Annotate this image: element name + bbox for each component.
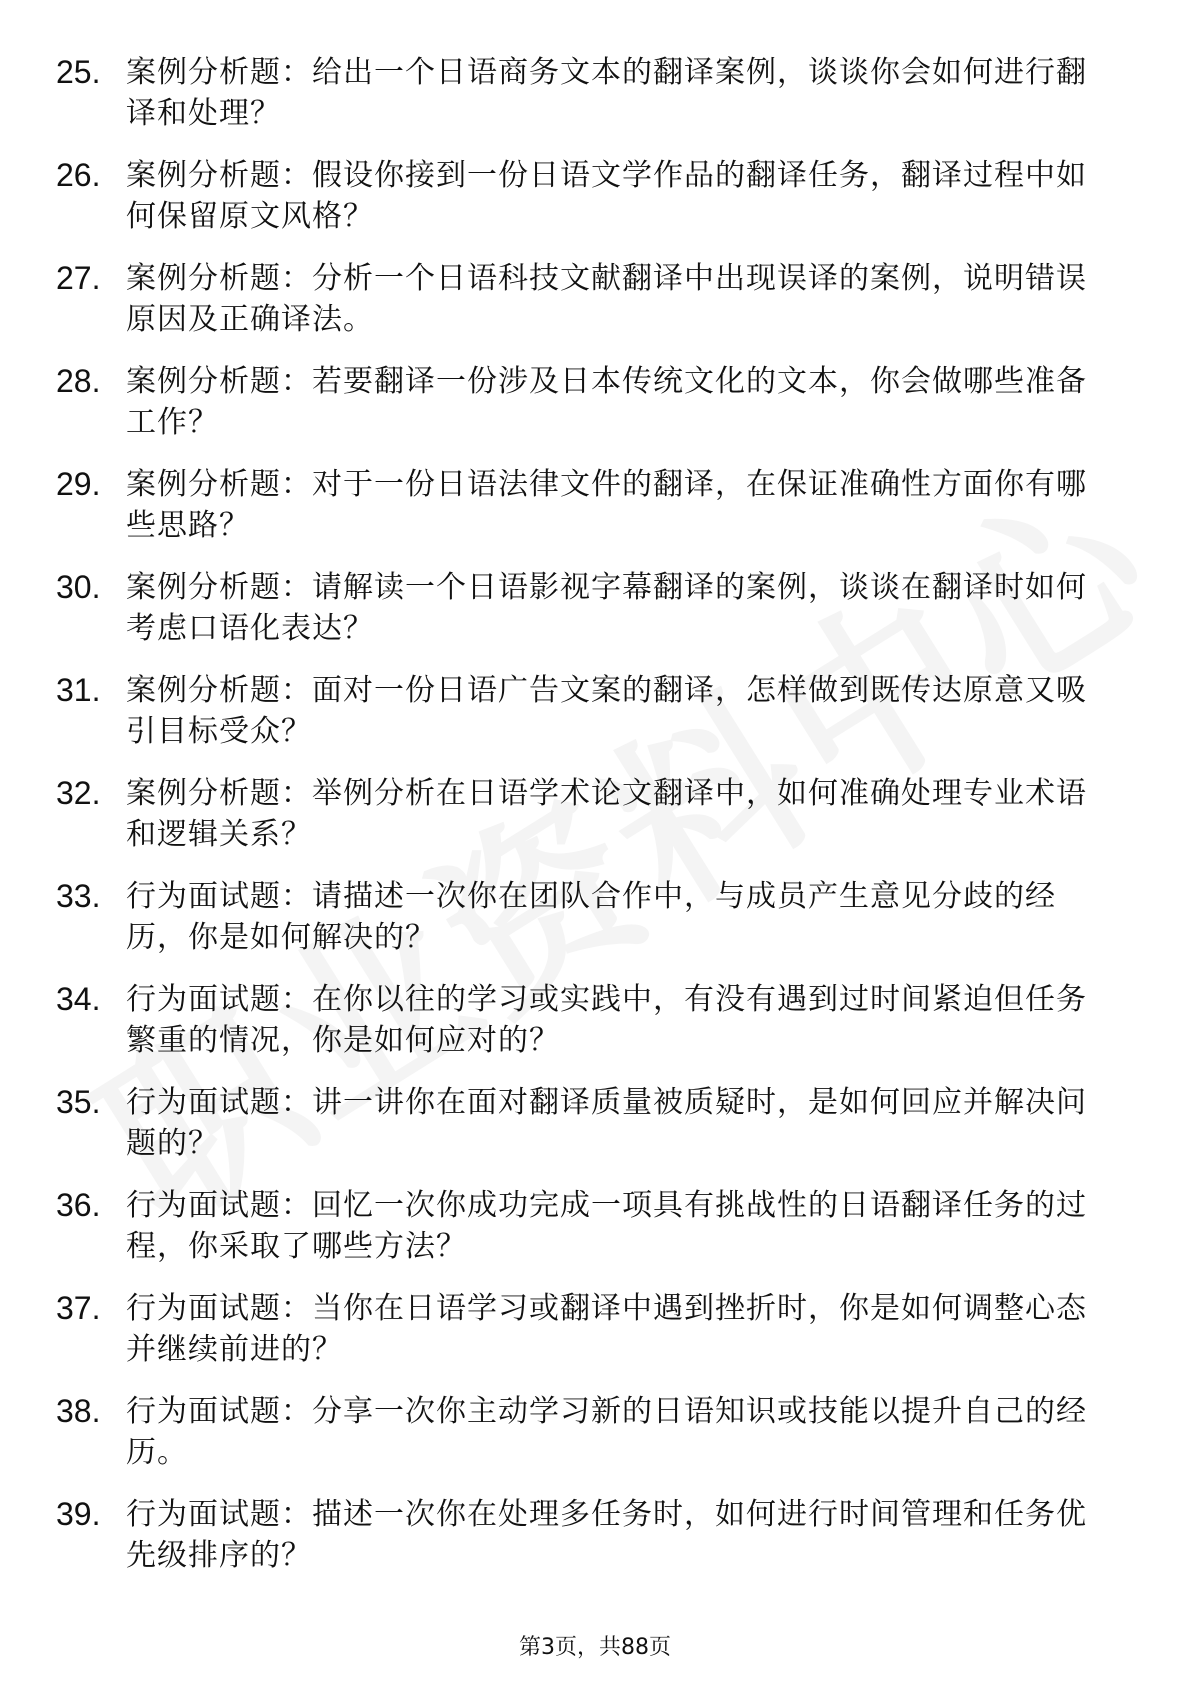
page-number-label: 第3页，共88页 xyxy=(519,1635,671,1660)
question-text: 案例分析题：若要翻译一份涉及日本传统文化的文本，你会做哪些准备工作？ xyxy=(126,364,1087,440)
question-item xyxy=(56,1185,1116,1288)
question-text: 案例分析题：请解读一个日语影视字幕翻译的案例，谈谈在翻译时如何考虑口语化表达？ xyxy=(126,570,1087,646)
question-text: 行为面试题：请描述一次你在团队合作中，与成员产生意见分歧的经历，你是如何解决的？ xyxy=(126,879,1056,955)
question-item xyxy=(56,155,1116,258)
question-item xyxy=(56,361,1116,464)
question-item xyxy=(56,1082,1116,1185)
question-text: 行为面试题：在你以往的学习或实践中，有没有遇到过时间紧迫但任务繁重的情况，你是如何应对的？ xyxy=(126,982,1087,1058)
question-item xyxy=(56,1288,1116,1391)
question-list xyxy=(56,52,1116,1597)
question-number: 31. xyxy=(56,672,101,708)
question-number: 25. xyxy=(56,54,101,90)
question-number: 38. xyxy=(56,1393,101,1429)
question-text: 行为面试题：回忆一次你成功完成一项具有挑战性的日语翻译任务的过程，你采取了哪些方法？ xyxy=(126,1188,1087,1264)
question-text: 行为面试题：分享一次你主动学习新的日语知识或技能以提升自己的经历。 xyxy=(126,1394,1087,1470)
question-text: 案例分析题：对于一份日语法律文件的翻译，在保证准确性方面你有哪些思路？ xyxy=(126,467,1087,543)
question-number: 30. xyxy=(56,569,101,605)
question-item xyxy=(56,773,1116,876)
page-footer xyxy=(0,1630,1190,1661)
question-number: 32. xyxy=(56,775,101,811)
question-number: 26. xyxy=(56,157,101,193)
question-text: 案例分析题：举例分析在日语学术论文翻译中，如何准确处理专业术语和逻辑关系？ xyxy=(126,776,1087,852)
question-item xyxy=(56,464,1116,567)
question-text: 案例分析题：面对一份日语广告文案的翻译，怎样做到既传达原意又吸引目标受众？ xyxy=(126,673,1087,749)
question-text: 行为面试题：讲一讲你在面对翻译质量被质疑时，是如何回应并解决问题的？ xyxy=(126,1085,1087,1161)
question-text: 案例分析题：假设你接到一份日语文学作品的翻译任务，翻译过程中如何保留原文风格？ xyxy=(126,158,1087,234)
question-item xyxy=(56,1494,1116,1597)
question-item xyxy=(56,979,1116,1082)
question-item xyxy=(56,52,1116,155)
question-item xyxy=(56,876,1116,979)
question-item xyxy=(56,567,1116,670)
question-text: 行为面试题：当你在日语学习或翻译中遇到挫折时，你是如何调整心态并继续前进的？ xyxy=(126,1291,1087,1367)
question-number: 39. xyxy=(56,1496,101,1532)
question-text: 案例分析题：分析一个日语科技文献翻译中出现误译的案例，说明错误原因及正确译法。 xyxy=(126,261,1087,337)
question-number: 29. xyxy=(56,466,101,502)
question-number: 28. xyxy=(56,363,101,399)
question-number: 36. xyxy=(56,1187,101,1223)
question-text: 行为面试题：描述一次你在处理多任务时，如何进行时间管理和任务优先级排序的？ xyxy=(126,1497,1087,1573)
question-number: 33. xyxy=(56,878,101,914)
question-number: 27. xyxy=(56,260,101,296)
question-number: 35. xyxy=(56,1084,101,1120)
question-text: 案例分析题：给出一个日语商务文本的翻译案例，谈谈你会如何进行翻译和处理？ xyxy=(126,55,1087,131)
question-item xyxy=(56,258,1116,361)
question-item xyxy=(56,670,1116,773)
question-item xyxy=(56,1391,1116,1494)
question-number: 37. xyxy=(56,1290,101,1326)
question-number: 34. xyxy=(56,981,101,1017)
